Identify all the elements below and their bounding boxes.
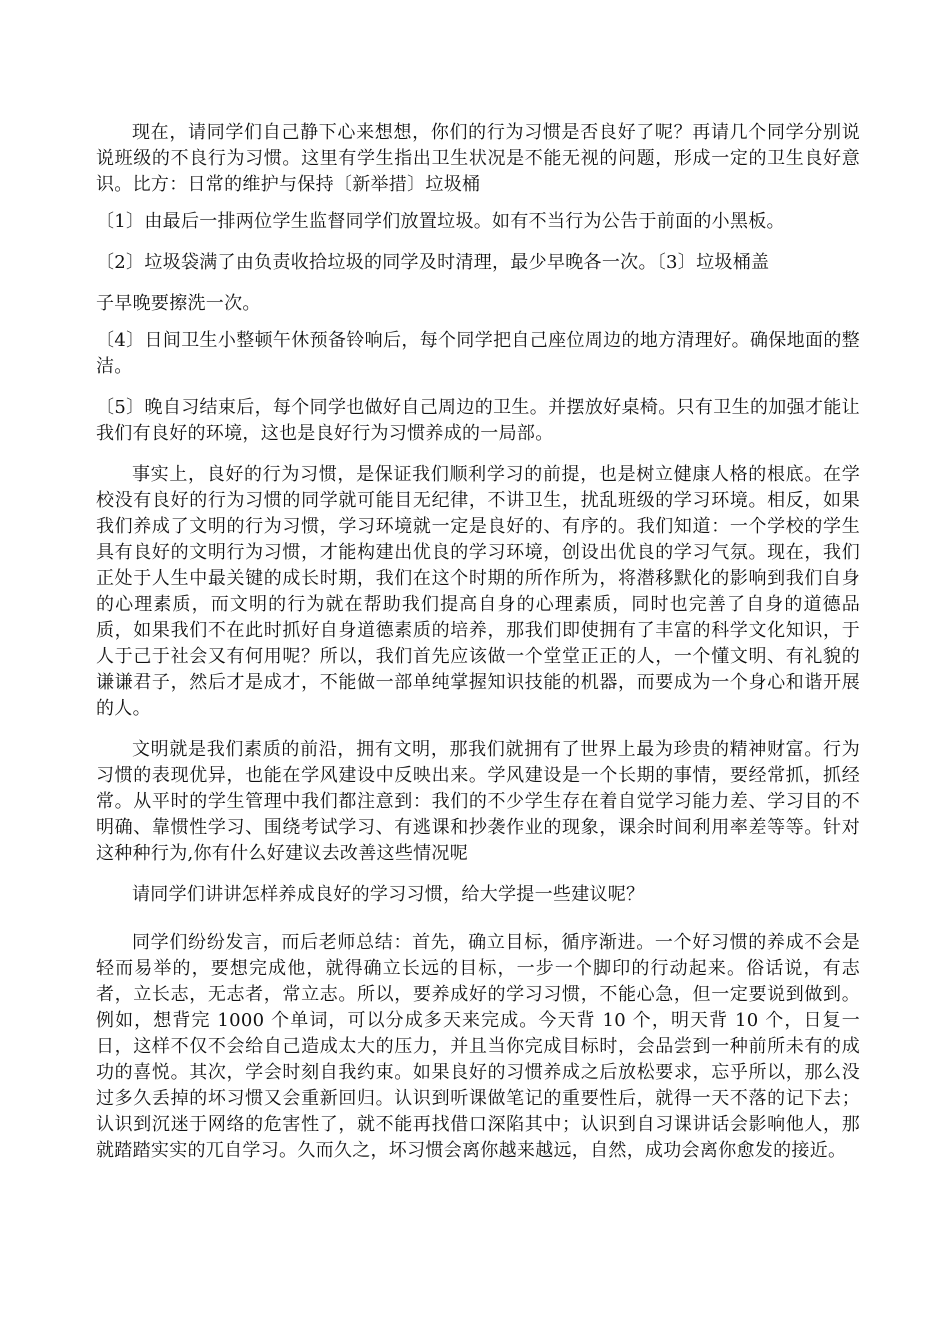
- paragraph-question: 请同学们讲讲怎样养成良好的学习习惯，给大学提一些建议呢？: [132, 884, 645, 905]
- paragraph-measure-1: 〔1〕由最后一排两位学生监督同学们放置垃圾。如有不当行为公告于前面的小黑板。: [96, 211, 785, 232]
- paragraph-measure-2-3: 〔2〕垃圾袋满了由负责收拾垃圾的同学及时清理，最少早晚各一次。〔3〕垃圾桶盖: [96, 252, 770, 273]
- paragraph-good-habits: 事实上，良好的行为习惯，是保证我们顺利学习的前提，也是树立健康人格的根底。在学校没有良好的行为习惯的同学就可能目无纪律，不讲卫生，扰乱班级的学习环境。相反，如果我们养成了文明的行为习惯，学习环境就一定是良好的、有序的。我们知道：一个学校的学生具有良好的文明行为习惯，才能构建出优良的学习环境，创设出优良的学习气氛。现在，我们正处于人生中最关键的成长时期，我们在这个时期的所作所为，将潜移默化的影响到我们自身的心理素质，而文明的行为就在帮助我们提高自身的心理素质，同时也完善了自身的道德品质，如果我们不在此时抓好自身道德素质的培养，那我们即使拥有了丰富的科学文化知识，于人于己于社会又有何用呢？所以，我们首先应该做一个堂堂正正的人，一个懂文明、有礼貌的谦谦君子，然后才是成才，不能做一部单纯掌握知识技能的机器，而要成为一个身心和谐开展的人。: [96, 464, 860, 719]
- paragraph-hygiene-intro: 现在，请同学们自己静下心来想想，你们的行为习惯是否良好了呢？再请几个同学分别说说班级的不良行为习惯。这里有学生指出卫生状况是不能无视的问题，形成一定的卫生良好意识。比方：日常的维护与保持〔新举措〕垃圾桶: [96, 122, 860, 195]
- paragraph-summary: 同学们纷纷发言，而后老师总结：首先，确立目标，循序渐进。一个好习惯的养成不会是轻而易举的，要想完成他，就得确立长远的目标，一步一个脚印的行动起来。俗话说，有志者，立长志，无志者，常立志。所以，要养成好的学习习惯，不能心急，但一定要说到做到。例如，想背完 1000 个单词，可以分成多天来完成。今天背 10 个，明天背 10 个，日复一日，这样不仅不会给自己造成太大的压力，并且当你完成目标时，会品尝到一种前所未有的成功的喜悦。其次，学会时刻自我约束。如果良好的习惯养成之后放松要求，忘乎所以，那么没过多久丢掉的坏习惯又会重新回归。认识到听课做笔记的重要性后，就得一天不落的记下去；认识到沉迷于网络的危害性了，就不能再找借口深陷其中；认识到自习课讲话会影响他人，那就踏踏实实的兀自学习。久而久之，坏习惯会离你越来越远，自然，成功会离你愈发的接近。: [96, 932, 860, 1161]
- paragraph-measure-3-cont: 子早晚要擦洗一次。: [96, 293, 261, 314]
- paragraph-civility: 文明就是我们素质的前沿，拥有文明，那我们就拥有了世界上最为珍贵的精神财富。行为习惯的表现优异，也能在学风建设中反映出来。学风建设是一个长期的事情，要经常抓，抓经常。从平时的学生管理中我们都注意到：我们的不少学生存在着自觉学习能力差、学习目的不明确、靠惯性学习、围绕考试学习、有逃课和抄袭作业的现象，课余时间利用率差等等。针对这种种行为,你有什么好建议去改善这些情况呢: [96, 739, 860, 864]
- paragraph-measure-5: 〔5〕晚自习结束后，每个同学也做好自己周边的卫生。并摆放好桌椅。只有卫生的加强才能让我们有良好的环境，这也是良好行为习惯养成的一局部。: [96, 397, 860, 444]
- paragraph-measure-4: 〔4〕日间卫生小整顿午休预备铃响后，每个同学把自己座位周边的地方清理好。确保地面的整洁。: [96, 330, 860, 377]
- document-body: [96, 120, 860, 1164]
